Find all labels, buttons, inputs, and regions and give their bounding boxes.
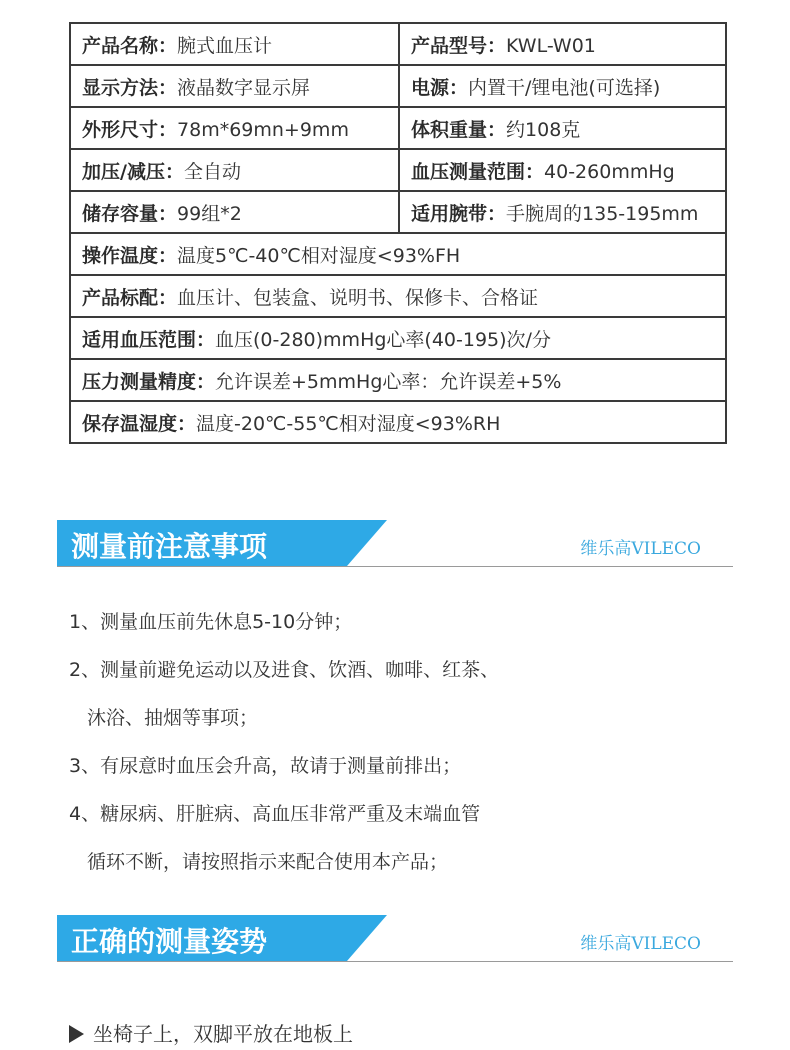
spec-cell [70, 317, 726, 359]
spec-label: 产品型号： [411, 34, 507, 57]
spec-label: 外形尺寸： [82, 118, 178, 141]
spec-label: 显示方法： [82, 76, 178, 99]
precautions-list [69, 598, 719, 886]
spec-label: 适用血压范围： [82, 328, 216, 351]
list-item: 3、有尿意时血压会升高，故请于测量前排出； [69, 755, 462, 777]
spec-value: 温度5℃-40℃相对湿度<93%FH [177, 244, 461, 267]
list-item: 1、测量血压前先休息5-10分钟； [69, 611, 353, 633]
section-title: 正确的测量姿势 [71, 925, 268, 958]
spec-value: 全自动 [183, 160, 241, 183]
spec-row [70, 191, 726, 233]
spec-value: 允许误差+5mmHg心率：允许误差+5% [215, 370, 562, 393]
section-header-posture [57, 915, 733, 963]
spec-label: 体积重量： [411, 118, 507, 141]
spec-value: 78m*69mn+9mm [177, 118, 349, 141]
spec-cell [399, 149, 726, 191]
spec-row [70, 317, 726, 359]
spec-label: 产品名称： [82, 34, 178, 57]
spec-label: 电源： [411, 76, 469, 99]
spec-table [69, 22, 727, 444]
spec-value: 内置干/锂电池(可选择) [468, 76, 661, 99]
list-item: 沐浴、抽烟等事项； [87, 707, 259, 729]
posture-item [69, 1018, 353, 1047]
list-item: 2、测量前避免运动以及进食、饮酒、咖啡、红茶、 [69, 659, 500, 681]
brand-text: 维乐高VILECO [580, 934, 701, 954]
triangle-bullet-icon [69, 1025, 84, 1043]
spec-cell [70, 149, 399, 191]
spec-value: 约108克 [506, 118, 581, 141]
spec-cell [70, 23, 399, 65]
section-title: 测量前注意事项 [71, 530, 268, 563]
spec-row [70, 233, 726, 275]
spec-row [70, 275, 726, 317]
spec-label: 血压测量范围： [411, 160, 545, 183]
spec-row [70, 107, 726, 149]
spec-value: 手腕周的135-195mm [506, 202, 699, 225]
spec-row [70, 359, 726, 401]
spec-cell [70, 191, 399, 233]
spec-value: 40-260mmHg [544, 160, 675, 183]
spec-cell [70, 401, 726, 443]
brand-text: 维乐高VILECO [580, 539, 701, 559]
spec-row [70, 149, 726, 191]
spec-cell [70, 275, 726, 317]
spec-cell [399, 191, 726, 233]
spec-label: 加压/减压： [82, 160, 184, 183]
section-header-precautions [57, 520, 733, 568]
spec-cell [70, 233, 726, 275]
spec-cell [399, 107, 726, 149]
spec-label: 压力测量精度： [82, 370, 216, 393]
spec-cell [399, 23, 726, 65]
spec-cell [70, 65, 399, 107]
spec-row [70, 65, 726, 107]
spec-value: 血压(0-280)mmHg心率(40-195)次/分 [215, 328, 551, 351]
spec-row [70, 23, 726, 65]
spec-label: 适用腕带： [411, 202, 507, 225]
spec-value: KWL-W01 [506, 34, 596, 57]
list-item: 循环不断，请按照指示来配合使用本产品； [87, 851, 449, 873]
spec-value: 血压计、包装盒、说明书、保修卡、合格证 [177, 286, 539, 309]
spec-label: 产品标配： [82, 286, 178, 309]
spec-value: 腕式血压计 [177, 34, 273, 57]
posture-text: 坐椅子上，双脚平放在地板上 [93, 1022, 353, 1046]
spec-row [70, 401, 726, 443]
section-divider [57, 961, 733, 962]
spec-value: 液晶数字显示屏 [177, 76, 311, 99]
section-divider [57, 566, 733, 567]
spec-value: 99组*2 [177, 202, 242, 225]
list-item: 4、糖尿病、肝脏病、高血压非常严重及末端血管 [69, 803, 481, 825]
spec-label: 储存容量： [82, 202, 178, 225]
spec-label: 操作温度： [82, 244, 178, 267]
spec-value: 温度-20℃-55℃相对湿度<93%RH [196, 412, 501, 435]
spec-label: 保存温湿度： [82, 412, 197, 435]
spec-cell [399, 65, 726, 107]
spec-cell [70, 107, 399, 149]
spec-cell [70, 359, 726, 401]
